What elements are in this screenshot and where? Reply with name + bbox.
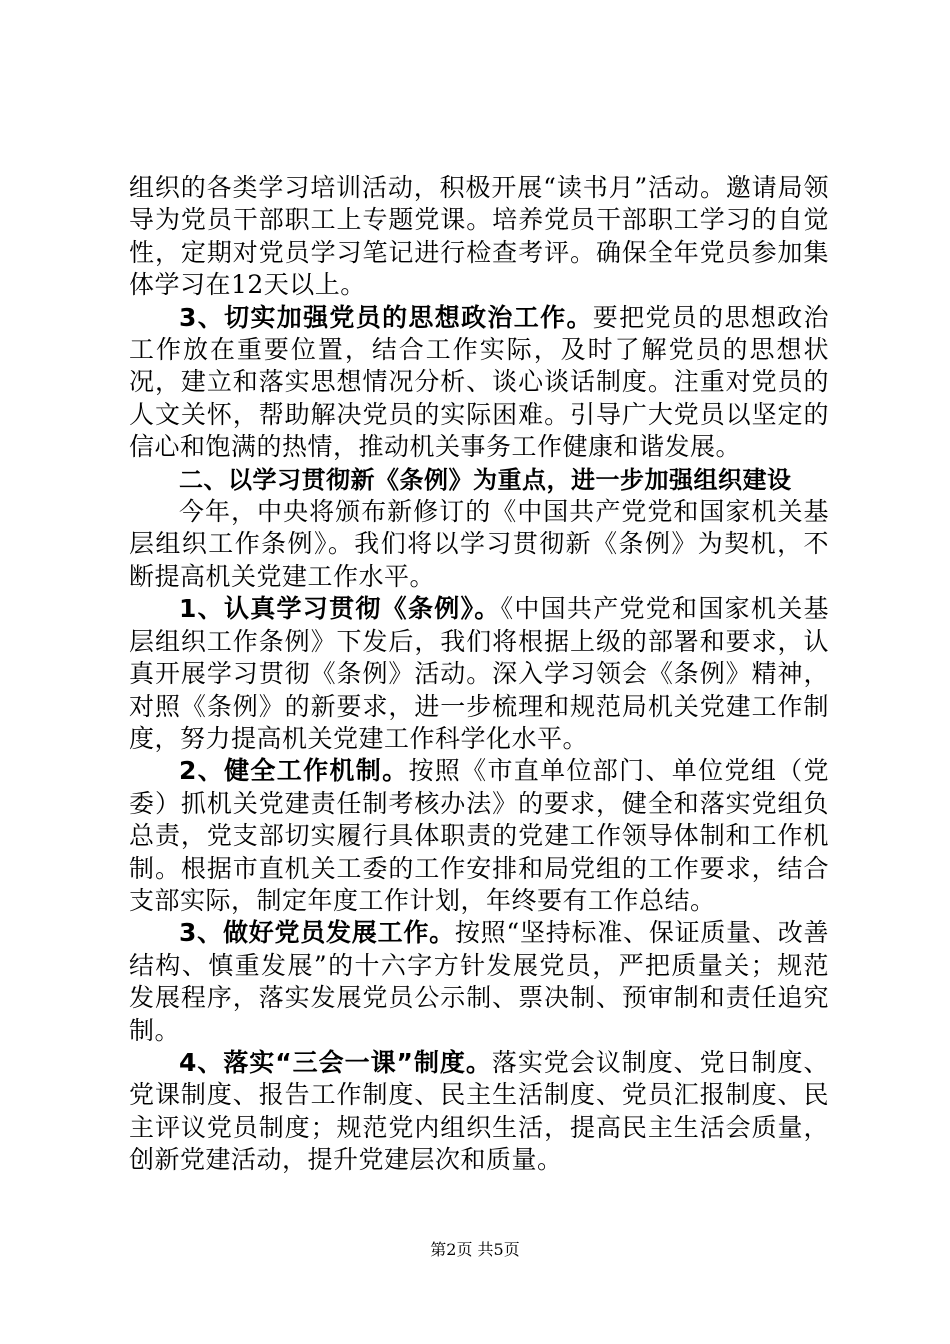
paragraph-text: 按照《市直单位部门、单位党组（党委）抓机关党建责任制考核办法》的要求，健全和落实党组负总责，党支部切实履行具体职责的党建工作领导体制和工作机制。根据市直机关工委的工作安排和局党组的工作要求，结合支部实际，制定年度工作计划，年终要有工作总结。 [129, 756, 829, 915]
paragraph-item-4-three-meetings [129, 1047, 829, 1177]
paragraph-text: 今年，中央将颁布新修订的《中国共产党党和国家机关基层组织工作条例》。我们将以学习贯彻新《条例》为契机，不断提高机关党建工作水平。 [129, 497, 829, 591]
paragraph-item-2-work-mechanism [129, 755, 829, 917]
paragraph-text: 落实党会议制度、党日制度、党课制度、报告工作制度、民主生活制度、党员汇报制度、民主评议党员制度；规范党内组织生活，提高民主生活会质量，创新党建活动，提升党建层次和质量。 [129, 1047, 829, 1175]
paragraph-text: 要把党员的思想政治工作放在重要位置，结合工作实际，及时了解党员的思想状况，建立和落实思想情况分析、谈心谈话制度。注重对党员的人文关怀，帮助解决党员的实际困难。引导广大党员以坚定的信心和饱满的热情，推动机关事务工作健康和谐发展。 [129, 302, 829, 462]
paragraph-continuation [129, 172, 829, 302]
paragraph-item-3-member-development [129, 917, 829, 1047]
paragraph-text: 《中国共产党党和国家机关基层组织工作条例》下发后，我们将根据上级的部署和要求，认真开展学习贯彻《条例》活动。深入学习领会《条例》精神，对照《条例》的新要求，进一步梳理和规范局机关党建工作制度，努力提高机关党建工作科学化水平。 [129, 594, 829, 753]
paragraph-lead: 2、健全工作机制。 [179, 756, 409, 786]
page-number-footer: 第2页 共5页 [430, 1240, 520, 1259]
document-body [129, 172, 829, 1177]
paragraph-intro [129, 496, 829, 593]
paragraph-lead: 3、切实加强党员的思想政治工作。 [179, 302, 593, 332]
paragraph-lead: 3、做好党员发展工作。 [179, 918, 455, 948]
paragraph-text: 按照“坚持标准、保证质量、改善结构、慎重发展”的十六字方针发展党员，严把质量关；规范发展程序，落实发展党员公示制、票决制、预审制和责任追究制。 [129, 918, 829, 1045]
paragraph-lead: 1、认真学习贯彻《条例》。 [179, 594, 501, 624]
paragraph-text: 组织的各类学习培训活动，积极开展“读书月”活动。邀请局领导为党员干部职工上专题党课。培养党员干部职工学习的自觉性，定期对党员学习笔记进行检查考评。确保全年党员参加集体学习在12天以上。 [129, 173, 829, 300]
paragraph-item-1-study-regulations [129, 593, 829, 755]
section-heading: 二、以学习贯彻新《条例》为重点，进一步加强组织建设 [179, 465, 792, 494]
paragraph-lead: 4、落实“三会一课”制度。 [179, 1047, 492, 1077]
paragraph-item-3-political-work [129, 302, 829, 464]
